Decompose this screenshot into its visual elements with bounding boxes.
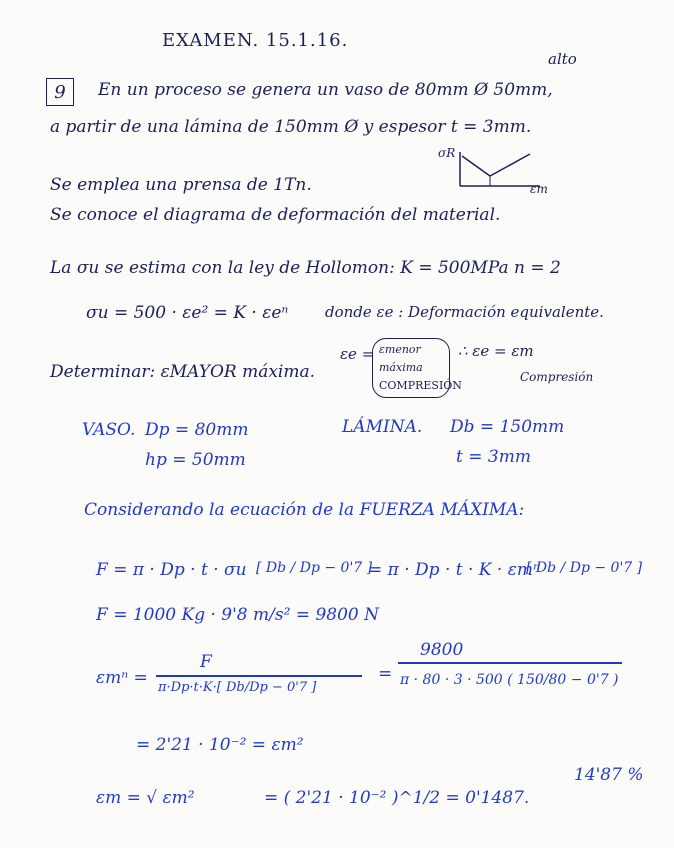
statement-line-4: Se conoce el diagrama de deformación del material. bbox=[50, 205, 501, 225]
hollomon-equation: σu = 500 · εe² = K · εeⁿ bbox=[86, 303, 289, 323]
lamina-label: LÁMINA. bbox=[342, 417, 423, 437]
fraction-bar-1 bbox=[156, 675, 362, 677]
force-eq-part-c: = π · Dp · t · K · εmⁿ bbox=[368, 560, 540, 580]
force-eq-part-d: [ Db / Dp − 0'7 ] bbox=[526, 560, 643, 576]
considering-line: Considerando la ecuación de la FUERZA MÁXIMA: bbox=[84, 500, 525, 520]
vaso-dp: Dp = 80mm bbox=[145, 420, 249, 440]
force-value-eq: F = 1000 Kg · 9'8 m/s² = 9800 N bbox=[96, 605, 379, 625]
box-line-3: COMPRESIÓN bbox=[379, 379, 462, 392]
box-line-1: εmenor bbox=[379, 343, 421, 356]
equivalent-strain-definition: donde εe : Deformación equivalente. bbox=[325, 303, 604, 321]
eps-e-label: εe = bbox=[340, 345, 375, 363]
problem-number: 9 bbox=[46, 78, 74, 106]
sketch-sigma-label: σR bbox=[438, 146, 456, 160]
final-eq-part-a: εm = √ εm² bbox=[96, 788, 195, 808]
final-percentage: 14'87 % bbox=[574, 765, 644, 785]
lamina-t: t = 3mm bbox=[456, 447, 531, 467]
strain-eq-equals: = bbox=[378, 664, 393, 684]
strain-result-eq: = 2'21 · 10⁻² = εm² bbox=[136, 735, 304, 755]
fraction-bar-2 bbox=[398, 662, 622, 664]
statement-line-2: a partir de una lámina de 150mm Ø y espesor t = 3mm. bbox=[50, 117, 532, 137]
vaso-label: VASO. bbox=[82, 420, 136, 440]
statement-line-1: En un proceso se genera un vaso de 80mm Ø 50mm, bbox=[98, 80, 553, 100]
lamina-db: Db = 150mm bbox=[450, 417, 565, 437]
final-eq-part-b: = ( 2'21 · 10⁻² )^1/2 = 0'1487. bbox=[264, 788, 530, 808]
strain-eq-den2: π · 80 · 3 · 500 ( 150/80 − 0'7 ) bbox=[400, 672, 619, 688]
force-eq-part-b: [ Db / Dp − 0'7 ] bbox=[256, 560, 373, 576]
strain-eq-num2: 9800 bbox=[420, 640, 464, 660]
strain-eq-den1: π·Dp·t·K·[ Db/Dp − 0'7 ] bbox=[158, 680, 317, 695]
diagram-sketch bbox=[440, 148, 570, 198]
sketch-eps-label: εm bbox=[530, 182, 548, 196]
compression-note: Compresión bbox=[520, 370, 594, 384]
vaso-hp: hp = 50mm bbox=[145, 450, 246, 470]
eps-e-equals: ∴ εe = εm bbox=[458, 342, 534, 360]
strain-eq-lhs: εmⁿ = bbox=[96, 668, 148, 688]
alto-note: alto bbox=[548, 50, 577, 68]
exam-title: EXAMEN. 15.1.16. bbox=[162, 30, 349, 51]
compression-box bbox=[372, 338, 462, 398]
force-eq-part-a: F = π · Dp · t · σu bbox=[96, 560, 247, 580]
determine-line: Determinar: εMAYOR máxima. bbox=[50, 362, 316, 382]
statement-line-5: La σu se estima con la ley de Hollomon: K = 500MPa n = 2 bbox=[50, 258, 561, 278]
box-line-2: máxima bbox=[379, 361, 423, 374]
strain-eq-num1: F bbox=[200, 652, 212, 672]
statement-line-3: Se emplea una prensa de 1Tn. bbox=[50, 175, 312, 195]
